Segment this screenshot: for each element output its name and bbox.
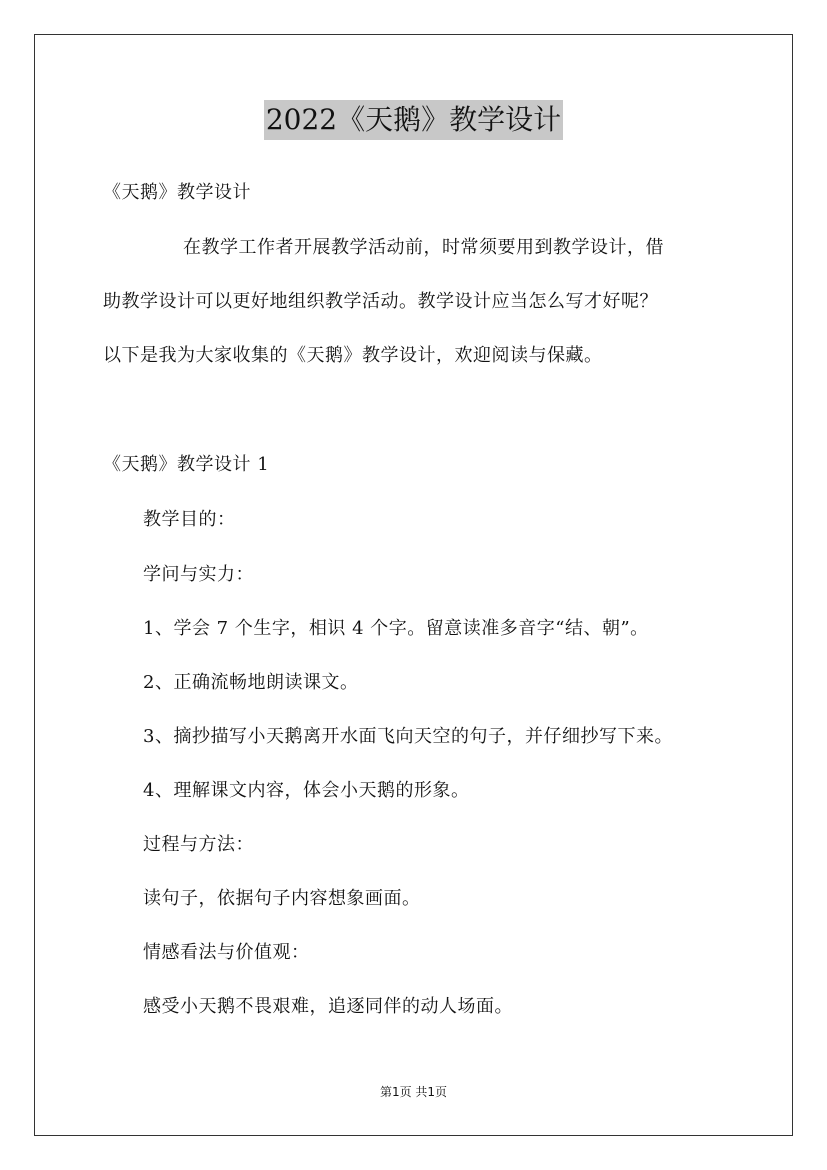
page-footer: 第1页 共1页 [379, 1085, 448, 1099]
intro-line-1: 在教学工作者开展教学活动前，时常须要用到教学设计，借 [183, 237, 664, 258]
section-heading: 《天鹅》教学设计 1 [103, 454, 270, 475]
goals-label: 教学目的： [143, 509, 236, 530]
process-label: 过程与方法： [143, 834, 254, 855]
goal-item-1: 1、学会 7 个生字，相识 4 个字。留意读准多音字“结、朝”。 [143, 618, 649, 639]
knowledge-label: 学问与实力： [143, 564, 254, 585]
intro-line-2: 助教学设计可以更好地组织教学活动。教学设计应当怎么写才好呢？ [103, 291, 658, 312]
emotion-label: 情感看法与价值观： [143, 942, 310, 963]
document-title: 2022《天鹅》教学设计 [264, 100, 563, 140]
emotion-text: 感受小天鹅不畏艰难，追逐同伴的动人场面。 [143, 996, 513, 1017]
goal-item-2: 2、正确流畅地朗读课文。 [143, 672, 359, 693]
document-subtitle: 《天鹅》教学设计 [103, 182, 251, 203]
process-text: 读句子，依据句子内容想象画面。 [143, 888, 421, 909]
document-title-wrapper [0, 100, 827, 140]
goal-item-4: 4、理解课文内容，体会小天鹅的形象。 [143, 780, 470, 801]
goal-item-3: 3、摘抄描写小天鹅离开水面飞向天空的句子，并仔细抄写下来。 [143, 726, 673, 747]
intro-line-3: 以下是我为大家收集的《天鹅》教学设计，欢迎阅读与保藏。 [103, 345, 603, 366]
